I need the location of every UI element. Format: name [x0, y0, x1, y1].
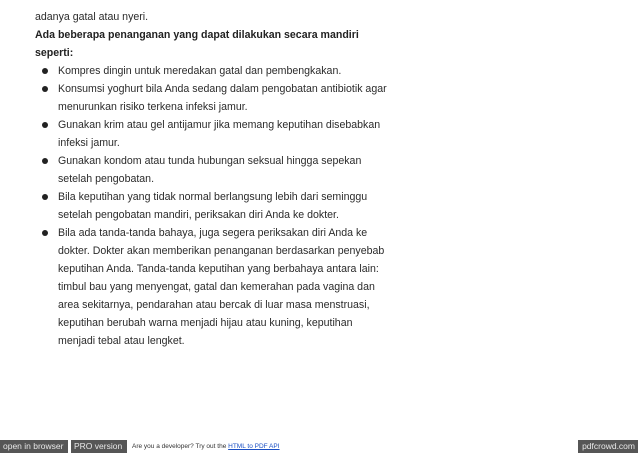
bullet-list	[35, 62, 415, 350]
developer-promo	[129, 440, 283, 453]
document-body	[35, 8, 415, 350]
list-item-line: Gunakan krim atau gel antijamur jika memang keputihan disebabkan	[58, 119, 381, 131]
section-heading	[35, 26, 415, 62]
pro-version-link[interactable]: PRO version	[71, 440, 127, 453]
list-item-line: Bila keputihan yang tidak normal berlangsung lebih dari seminggu	[58, 191, 368, 203]
pdfcrowd-brand-link[interactable]: pdfcrowd.com	[578, 440, 638, 453]
list-item-line: menjadi tebal atau lengket.	[58, 335, 185, 347]
heading-line: seperti:	[35, 47, 74, 59]
list-item	[35, 116, 415, 152]
list-item	[35, 224, 415, 350]
bullet-icon	[42, 230, 48, 236]
developer-promo-text: Are you a developer? Try out the	[132, 443, 229, 450]
bullet-icon	[42, 194, 48, 200]
list-item	[35, 152, 415, 188]
list-item-line: timbul bau yang menyengat, gatal dan kemerahan pada vagina dan	[58, 281, 375, 293]
list-item-line: Konsumsi yoghurt bila Anda sedang dalam pengobatan antibiotik agar	[58, 83, 387, 95]
list-item-line: infeksi jamur.	[58, 137, 120, 149]
list-item-line: setelah pengobatan mandiri, periksakan diri Anda ke dokter.	[58, 209, 339, 221]
open-in-browser-link[interactable]: open in browser	[0, 440, 68, 453]
list-item	[35, 80, 415, 116]
list-item-line: Kompres dingin untuk meredakan gatal dan pembengkakan.	[58, 65, 342, 77]
bullet-icon	[42, 158, 48, 164]
list-item-line: Bila ada tanda-tanda bahaya, juga segera periksakan diri Anda ke	[58, 227, 368, 239]
list-item-line: setelah pengobatan.	[58, 173, 155, 185]
list-item-line: keputihan Anda. Tanda-tanda keputihan yang berbahaya antara lain:	[58, 263, 379, 275]
pdfcrowd-footer	[0, 440, 638, 453]
bullet-icon	[42, 68, 48, 74]
list-item	[35, 62, 415, 80]
list-item-line: dokter. Dokter akan memberikan penanganan berdasarkan penyebab	[58, 245, 385, 257]
list-item-line: area sekitarnya, pendarahan atau bercak di luar masa menstruasi,	[58, 299, 370, 311]
bullet-icon	[42, 122, 48, 128]
html-to-pdf-api-link[interactable]: HTML to PDF API	[228, 443, 280, 450]
list-item	[35, 188, 415, 224]
heading-line: Ada beberapa penanganan yang dapat dilakukan secara mandiri	[35, 29, 359, 41]
list-item-line: Gunakan kondom atau tunda hubungan seksual hingga sepekan	[58, 155, 362, 167]
list-item-line: keputihan berubah warna menjadi hijau atau kuning, keputihan	[58, 317, 353, 329]
list-item-line: menurunkan risiko terkena infeksi jamur.	[58, 101, 248, 113]
intro-line: adanya gatal atau nyeri.	[35, 11, 149, 23]
bullet-icon	[42, 86, 48, 92]
